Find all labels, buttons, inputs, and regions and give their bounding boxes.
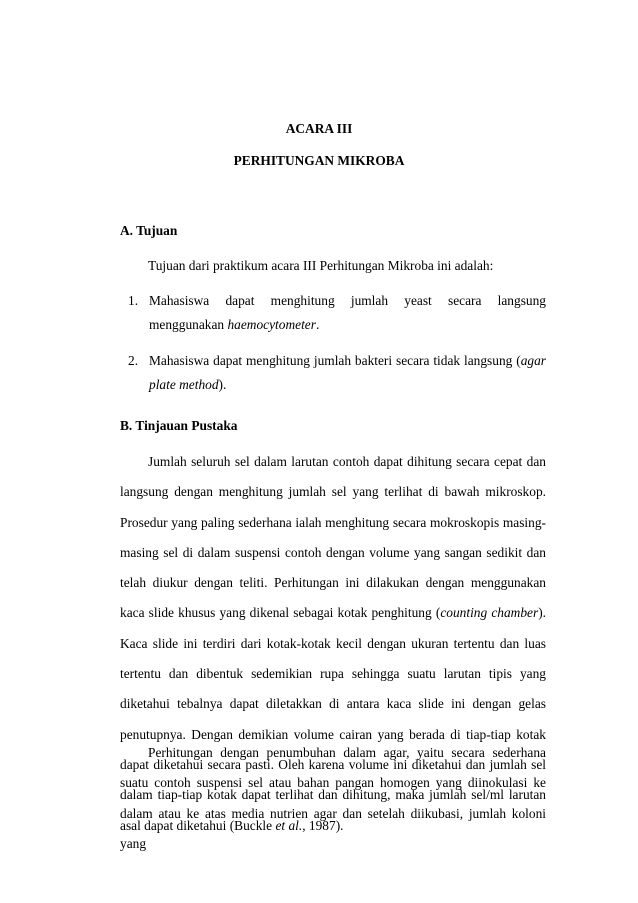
- list-item-text: Mahasiswa dapat menghitung jumlah bakteri secara tidak langsung (: [149, 353, 521, 368]
- list-item: [128, 349, 546, 396]
- list-item-italic: agar plate method: [149, 353, 546, 392]
- section-a-heading: A. Tujuan: [120, 223, 178, 238]
- list-item-number: 1.: [128, 293, 139, 308]
- page-title: ACARA III: [285, 121, 353, 136]
- paragraph-1-italic-term: counting chamber: [440, 605, 539, 621]
- section-b-heading: B. Tinjauan Pustaka: [120, 418, 238, 433]
- citation-etal: et al.: [275, 817, 303, 833]
- list-item-text: Mahasiswa dapat menghitung jumlah yeast secara langsung menggunakan: [149, 293, 546, 332]
- list-item-after: ).: [218, 376, 227, 392]
- section-a-intro: Tujuan dari praktikum acara III Perhitungan Mikroba ini adalah:: [148, 258, 494, 273]
- list-item-after: .: [315, 316, 320, 332]
- list-item: [128, 289, 546, 336]
- paragraph-2: Perhitungan dengan penumbuhan dalam agar, yaitu secara sederhana suatu contoh suspensi sel atau bahan pangan homogen yang diinokulasi ke dalam atau ke atas media nutrien agar dan setelah diikubasi, jumlah koloni yang: [120, 745, 546, 851]
- objective-list: [128, 289, 546, 396]
- paragraph-1-text-c: , 1987).: [302, 817, 344, 833]
- paragraph-1-text-b: ). Kaca slide ini terdiri dari kotak-kotak kecil dengan ukuran tertentu dan luas tertentu dan dibentuk sedemikian rupa sehingga suatu larutan tipis yang diketahui tebalnya dapat diletakkan di antara kaca slide ini dengan gelas penutupnya. Dengan demikian volume cairan yang berada di tiap-tiap kotak dapat diketahui secara pasti. Oleh karena volume ini diketahui dan jumlah sel dalam tiap-tiap kotak dapat terlihat dan dihitung, maka jumlah sel/ml larutan asal dapat diketahui (Buckle: [120, 605, 547, 833]
- paragraph-1-text-a: Jumlah seluruh sel dalam larutan contoh dapat dihitung secara cepat dan langsung dengan menghitung jumlah sel yang terlihat di bawah mikroskop. Prosedur yang paling sederhana ialah menghitung secara mokroskopis masing-masing sel di dalam suspensi contoh dengan volume yang sangan sedikit dan telah diukur dengan teliti. Perhitungan ini dilakukan dengan menggunakan kaca slide khusus yang dikenal sebagai kotak penghitung (: [120, 454, 546, 621]
- list-item-italic: haemocytometer: [227, 316, 316, 332]
- page-subtitle: PERHITUNGAN MIKROBA: [233, 153, 405, 168]
- list-item-number: 2.: [128, 353, 139, 368]
